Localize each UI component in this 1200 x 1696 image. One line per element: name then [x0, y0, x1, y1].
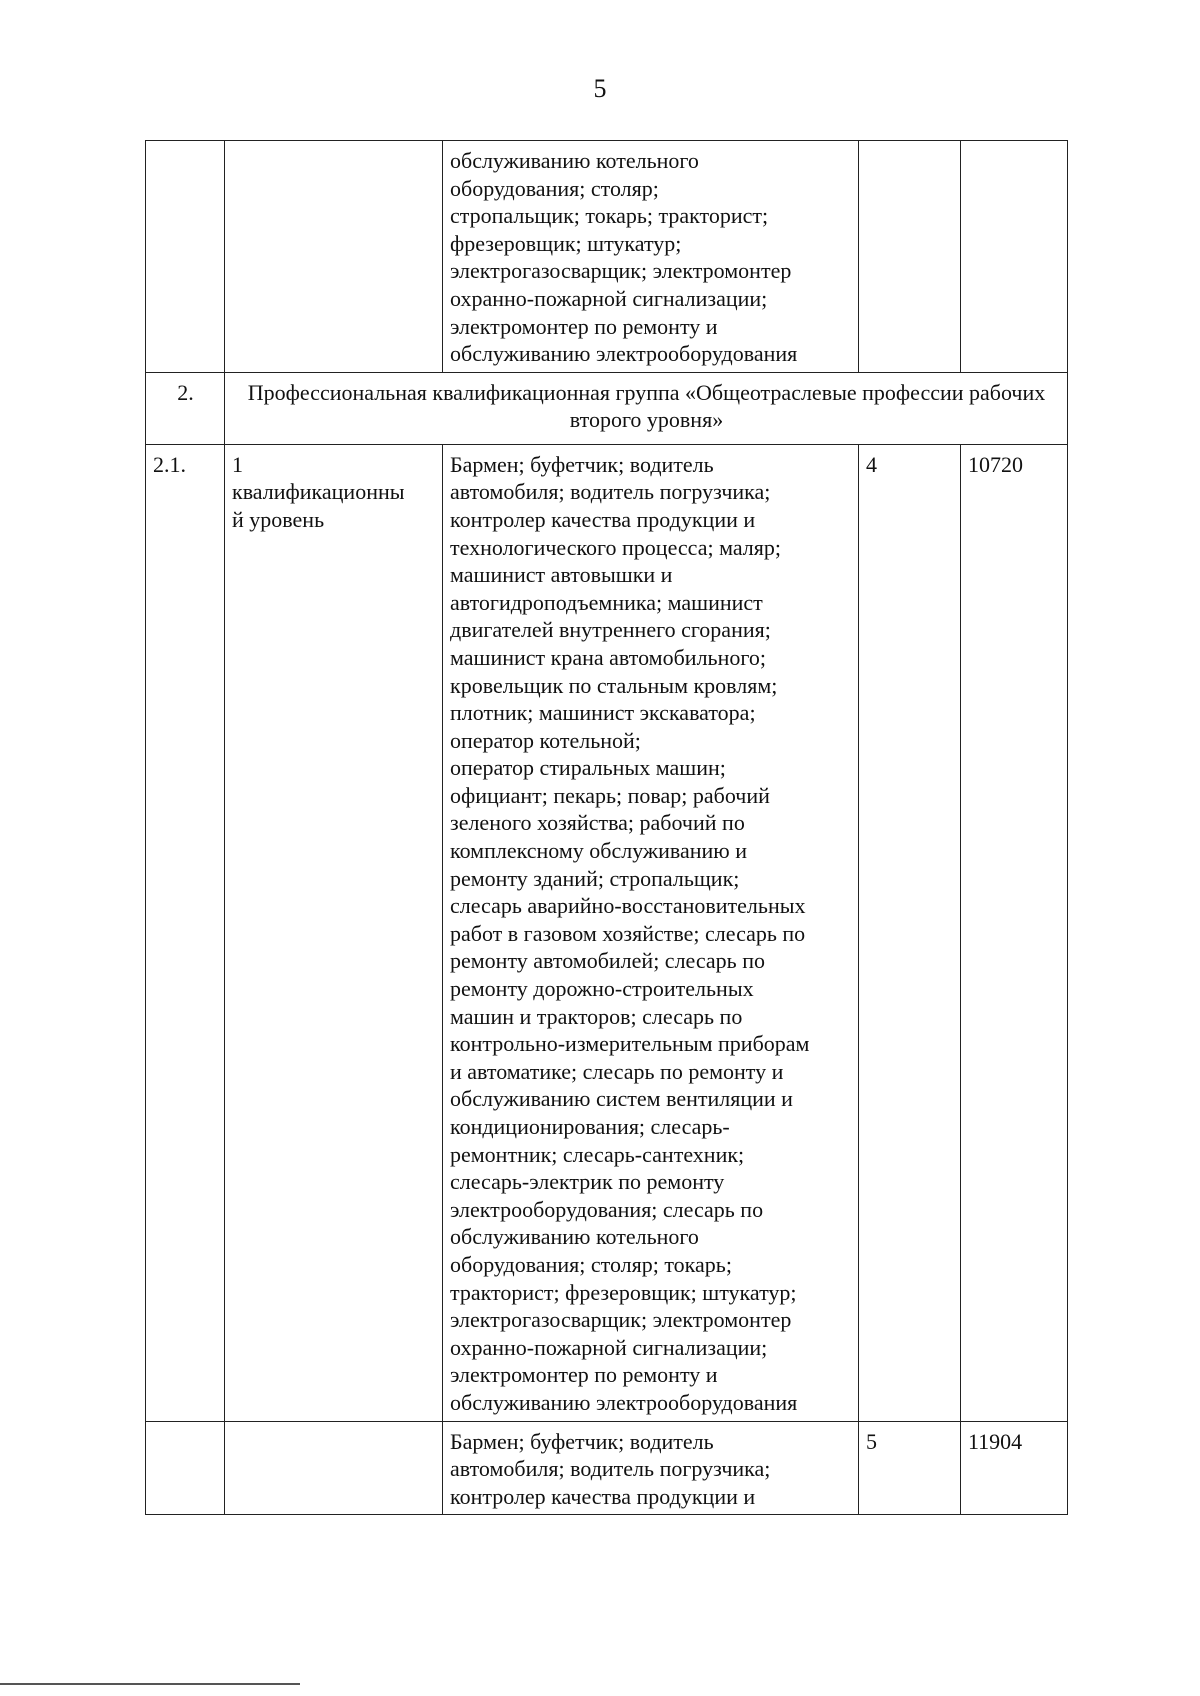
scan-edge-line — [0, 1683, 300, 1685]
page-number: 5 — [593, 74, 607, 103]
table-row — [146, 1421, 1068, 1515]
text-line: работ в газовом хозяйстве; слесарь по — [450, 920, 806, 946]
text-line: й уровень — [232, 506, 325, 532]
text-line: контролер качества продукции и — [450, 1483, 756, 1509]
grade-cell: 4 — [859, 444, 961, 1421]
table-row — [146, 141, 1068, 373]
text-line: и автоматике; слесарь по ремонту и — [450, 1058, 784, 1084]
text-line: слесарь аварийно-восстановительных — [450, 893, 806, 919]
text-line: обслуживанию котельного — [450, 148, 699, 173]
text-line: зеленого хозяйства; рабочий по — [450, 810, 745, 836]
text-line: автомобиля; водитель погрузчика; — [450, 479, 771, 505]
professions-list — [450, 1428, 852, 1511]
row-number: 2.1. — [146, 444, 225, 1421]
text-line: обслуживанию электрооборудования — [450, 1389, 798, 1415]
text-line: автогидроподъемника; машинист — [450, 589, 763, 615]
text-line: ремонту автомобилей; слесарь по — [450, 948, 765, 974]
text-line: машинист автовышки и — [450, 562, 673, 588]
text-line: контрольно-измерительным приборам — [450, 1031, 810, 1057]
text-line: обслуживанию систем вентиляции и — [450, 1086, 793, 1112]
empty-cell — [859, 141, 961, 373]
salary-table — [145, 140, 1068, 1515]
text-line: кровельщик по стальным кровлям; — [450, 672, 778, 698]
text-line: двигателей внутреннего сгорания; — [450, 617, 771, 643]
empty-cell — [225, 141, 443, 373]
grade-cell: 5 — [859, 1421, 961, 1515]
salary-cell: 11904 — [961, 1421, 1068, 1515]
text-line: комплексному обслуживанию и — [450, 838, 748, 864]
text-line: электрогазосварщик; электромонтер — [450, 1307, 792, 1333]
text-line: слесарь-электрик по ремонту — [450, 1169, 725, 1195]
empty-cell — [961, 141, 1068, 373]
empty-cell — [146, 1421, 225, 1515]
text-line: обслуживанию котельного — [450, 1224, 699, 1250]
group-title: Профессиональная квалификационная группа «Общеотраслевые профессии рабочих второго уровня» — [225, 372, 1068, 444]
table-row — [146, 444, 1068, 1421]
text-line: оператор котельной; — [450, 727, 641, 753]
text-line: 1 — [232, 451, 243, 477]
text-line: машинист крана автомобильного; — [450, 644, 766, 670]
text-line: стропальщик; токарь; тракторист; — [450, 203, 769, 229]
text-line: Бармен; буфетчик; водитель — [450, 1428, 714, 1454]
text-line: автомобиля; водитель погрузчика; — [450, 1456, 771, 1482]
qualification-level — [232, 451, 436, 534]
group-row — [146, 372, 1068, 444]
text-line: официант; пекарь; повар; рабочий — [450, 782, 770, 808]
text-line: контролер качества продукции и — [450, 506, 756, 532]
text-line: охранно-пожарной сигнализации; — [450, 285, 768, 311]
text-line: ремонту зданий; стропальщик; — [450, 865, 740, 891]
text-line: плотник; машинист экскаватора; — [450, 700, 756, 726]
text-line: ремонтник; слесарь-сантехник; — [450, 1141, 745, 1167]
text-line: оборудования; столяр; токарь; — [450, 1251, 732, 1277]
empty-cell — [225, 1421, 443, 1515]
text-line: электромонтер по ремонту и — [450, 313, 718, 339]
text-line: оператор стиральных машин; — [450, 755, 726, 781]
text-line: Бармен; буфетчик; водитель — [450, 451, 714, 477]
professions-cell — [443, 444, 859, 1421]
text-line: оборудования; столяр; — [450, 175, 659, 201]
text-line: машин и тракторов; слесарь по — [450, 1003, 743, 1029]
empty-cell — [146, 141, 225, 373]
text-line: обслуживанию электрооборудования — [450, 341, 798, 367]
text-line: фрезеровщик; штукатур; — [450, 230, 682, 256]
text-line: электромонтер по ремонту и — [450, 1362, 718, 1388]
professions-list — [450, 147, 852, 368]
text-line: электрогазосварщик; электромонтер — [450, 258, 792, 284]
text-line: кондиционирования; слесарь- — [450, 1114, 730, 1139]
text-line: квалификационны — [232, 479, 405, 505]
text-line: технологического процесса; маляр; — [450, 534, 782, 560]
group-number: 2. — [146, 372, 225, 444]
professions-cell — [443, 1421, 859, 1515]
text-line: охранно-пожарной сигнализации; — [450, 1334, 768, 1360]
text-line: тракторист; фрезеровщик; штукатур; — [450, 1279, 797, 1305]
text-line: ремонту дорожно-строительных — [450, 976, 754, 1002]
qualification-level-cell — [225, 444, 443, 1421]
text-line: электрооборудования; слесарь по — [450, 1196, 764, 1222]
salary-cell: 10720 — [961, 444, 1068, 1421]
professions-cell — [443, 141, 859, 373]
professions-list — [450, 451, 852, 1417]
